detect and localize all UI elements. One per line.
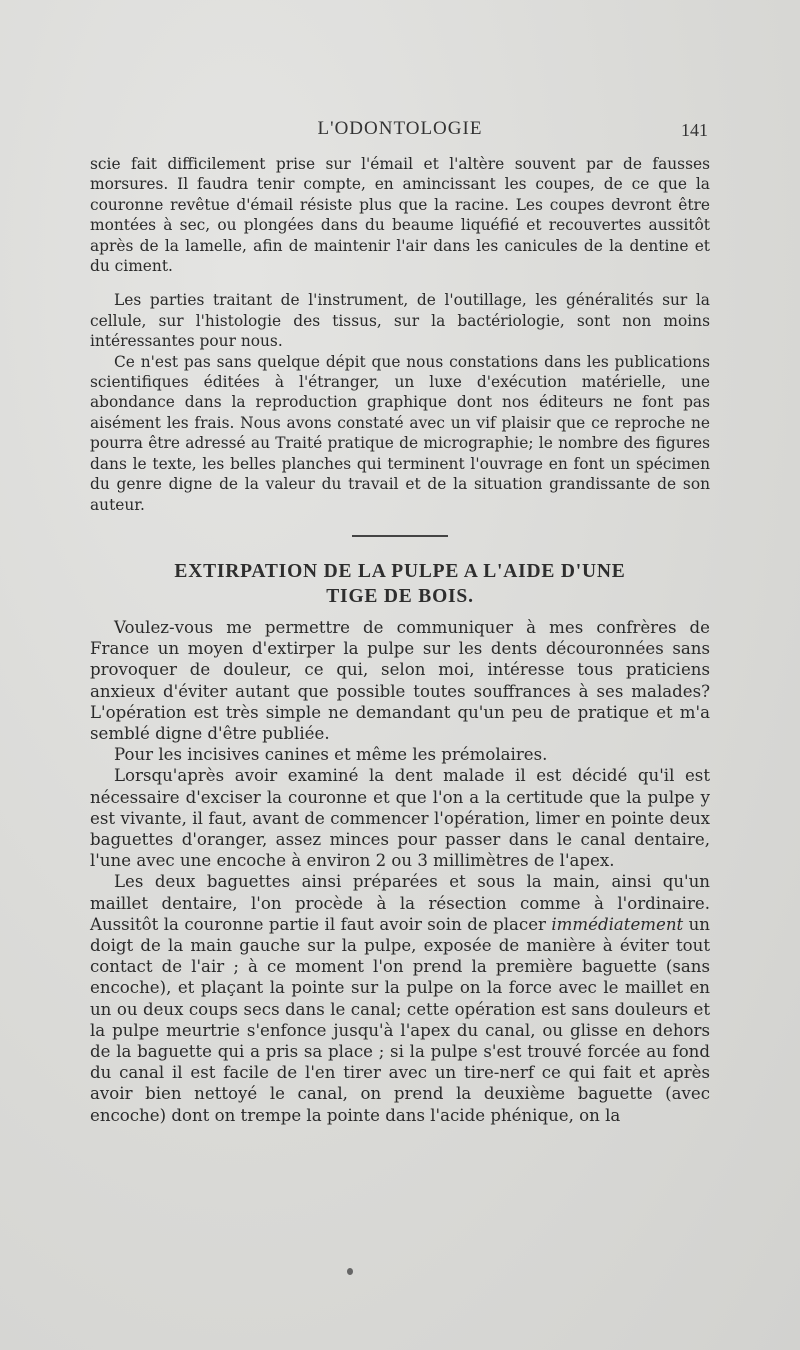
footer-ornament xyxy=(347,1268,353,1275)
document-page xyxy=(90,118,710,1126)
section-divider xyxy=(352,535,448,537)
paragraph-gap xyxy=(90,276,710,290)
procedure-text-start: Les deux baguettes ainsi préparées et sous la main, ainsi qu'un maillet dentaire, l'on procède à la résection comme à l'ordinaire. Aussitôt la couronne partie il faut avoir soin de placer xyxy=(90,872,710,934)
journal-title: L'ODONTOLOGIE xyxy=(317,118,483,139)
section-heading-line-2: TIGE DE BOIS. xyxy=(326,585,474,607)
paragraph-intro: Voulez-vous me permettre de communiquer à mes confrères de France un moyen d'extirper la pulpe sur les dents découronnées sans provoquer de douleur, ce qui, selon moi, intéresse tous praticiens anxieux d'éviter autant que possible toutes souffrances à ses malades? L'opération est très simple ne demandant qu'un peu de pratique et m'a semblé digne d'être publiée. xyxy=(90,617,710,743)
page-number: 141 xyxy=(681,120,708,140)
running-head xyxy=(90,118,710,148)
section-heading xyxy=(90,559,710,609)
paragraph-continuation: scie fait difficilement prise sur l'émail et l'altère souvent par de fausses morsures. Il faudra tenir compte, en amincissant les coupes, de ce que la couronne revêtue d'émail résiste plus que la racine. Les coupes devront être montées à sec, ou plongées dans du beaume liquéfié et recouvertes aussitôt après de la lamelle, afin de maintenir l'air dans les canicules de la dentine et du ciment. xyxy=(90,155,710,276)
procedure-emphasis: immédiatement xyxy=(551,914,684,934)
paragraph-parts: Les parties traitant de l'instrument, de l'outillage, les généralités sur la cellule, sur l'histologie des tissus, sur la bactériologie, sont non moins intéressantes pour nous. xyxy=(90,291,710,351)
paragraph-teeth: Pour les incisives canines et même les prémolaires. xyxy=(114,745,548,765)
paragraph-preparation: Lorsqu'après avoir examiné la dent malade il est décidé qu'il est nécessaire d'exciser la couronne et que l'on a la certitude que la pulpe y est vivante, il faut, avant de commencer l'opération, limer en pointe deux baguettes d'oranger, assez minces pour passer dans le canal dentaire, l'une avec une encoche à environ 2 ou 3 millimètres de l'apex. xyxy=(90,766,710,871)
paragraph-publications: Ce n'est pas sans quelque dépit que nous constations dans les publications scientifiques éditées à l'étranger, un luxe d'exécution matérielle, une abondance dans la reproduction graphique dont nos éditeurs ne font pas aisément les frais. Nous avons constaté avec un vif plaisir que ce reproche ne pourra être adressé au Traité pratique de micrographie; le nombre des figures dans le texte, les belles planches qui terminent l'ouvrage en font un spécimen du genre digne de la valeur du travail et de la situation grandissante de son auteur. xyxy=(90,352,710,514)
paragraph-procedure xyxy=(90,871,710,1125)
section-heading-line-1: EXTIRPATION DE LA PULPE A L'AIDE D'UNE xyxy=(174,560,626,582)
procedure-text-end: un doigt de la main gauche sur la pulpe, exposée de manière à éviter tout contact de l'air ; à ce moment l'on prend la première baguette (sans encoche), et plaçant la pointe sur la pulpe on la force avec le maillet en un ou deux coups secs dans le canal; cette opération est sans douleurs et la pulpe meurtrie s'enfonce jusqu'à l'apex du canal, ou glisse en dehors de la baguette qui a pris sa place ; si la pulpe s'est trouvé forcée au fond du canal il est facile de l'en tirer avec un tire-nerf ce qui fait et après avoir bien nettoyé le canal, on prend la deuxième baguette (avec encoche) dont on trempe la pointe dans l'acide phénique, on la xyxy=(90,914,710,1125)
